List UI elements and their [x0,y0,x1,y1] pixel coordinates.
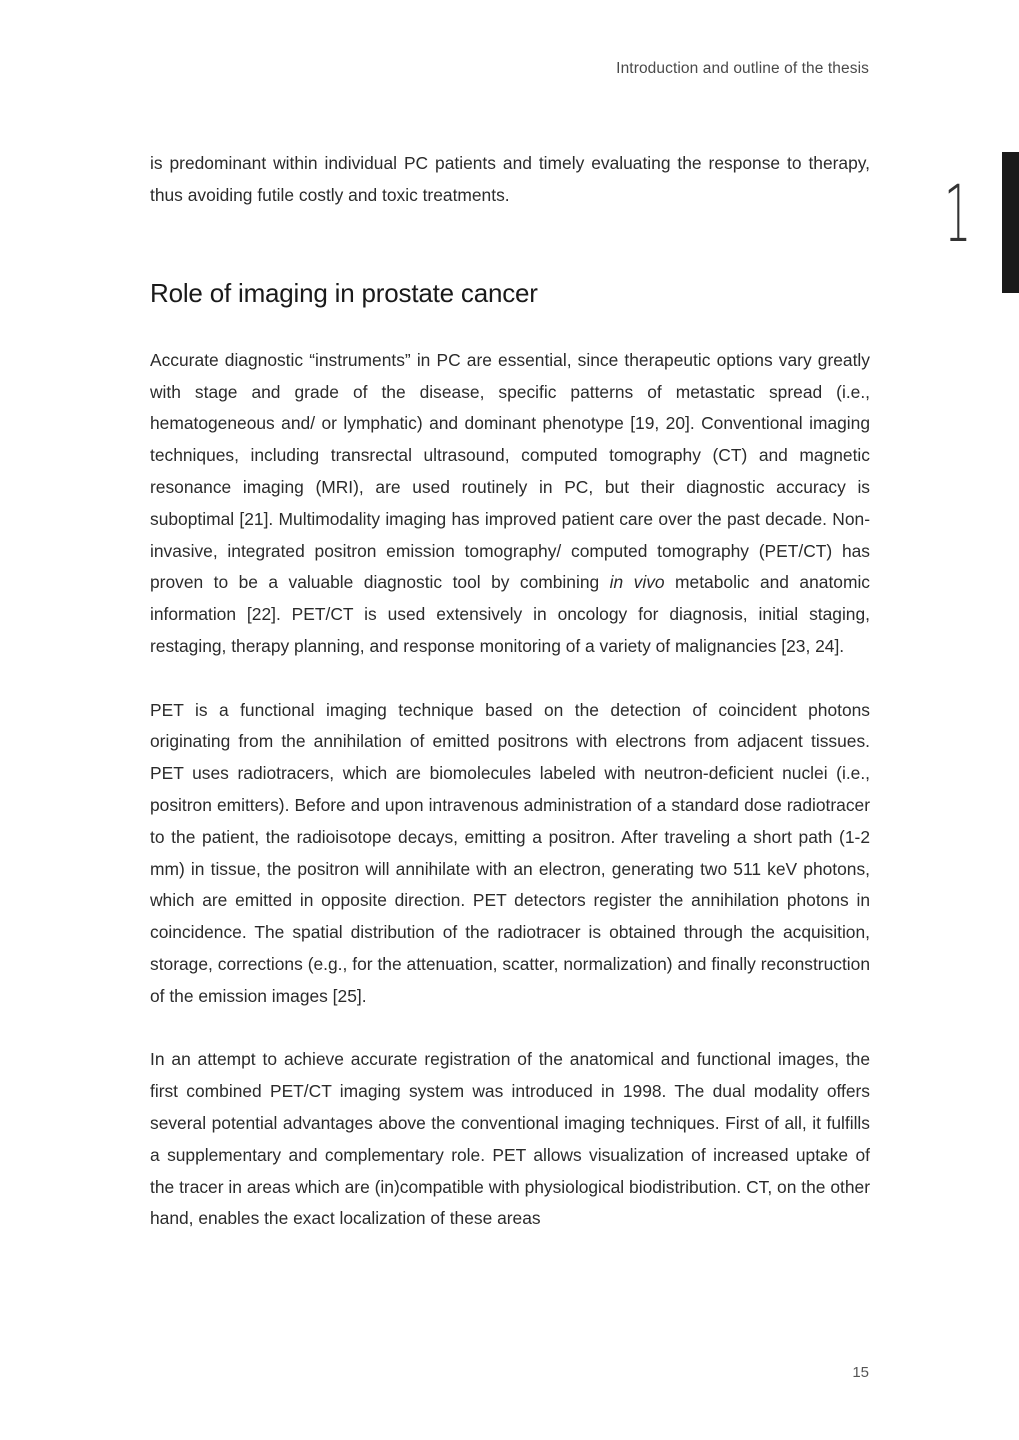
paragraph-text: metabolic and anatomic information [22]. PET/CT is used extensively in oncology for diagnosis, initial staging, restaging, therapy planning, and response monitoring of a variety of malignancies [23, 24]. [150,572,870,656]
section-heading: Role of imaging in prostate cancer [150,277,538,308]
paragraph-text: Accurate diagnostic “instruments” in PC are essential, since therapeutic options vary greatly with stage and grade of the disease, specific patterns of metastatic spread (i.e., hematogeneous and/ or lymphatic) and dominant phenotype [19, 20]. Conventional imaging techniques, including transrectal ultrasound, computed tomography (CT) and magnetic resonance imaging (MRI), are used routinely in PC, but their diagnostic accuracy is suboptimal [21]. Multimodality imaging has improved patient care over the past decade. Non-invasive, integrated positron emission tomography/ computed tomography (PET/CT) has proven to be a valuable diagnostic tool by combining [150,349,870,593]
paragraph-imaging-instruments [150,345,870,663]
chapter-number: 1 [944,170,972,260]
page-body [150,148,870,1267]
intro-paragraph: is predominant within individual PC patients and timely evaluating the response to therapy, thus avoiding futile costly and toxic treatments. [150,153,870,205]
italic-term: in vivo [609,572,665,593]
paragraph-pet-technique: PET is a functional imaging technique based on the detection of coincident photons originating from the annihilation of emitted positrons with electrons from adjacent tissues. PET uses radiotracers, which are biomolecules labeled with neutron-deficient nuclei (i.e., positron emitters). Before and upon intravenous administration of a standard dose radiotracer to the patient, the radioisotope decays, emitting a positron. After traveling a short path (1-2 mm) in tissue, the positron will annihilate with an electron, generating two 511 keV photons, which are emitted in opposite direction. PET detectors register the annihilation photons in coincidence. The spatial distribution of the radiotracer is obtained through the acquisition, storage, corrections (e.g., for the attenuation, scatter, normalization) and finally reconstruction of the emission images [25]. [150,699,870,1006]
running-header: Introduction and outline of the thesis [616,60,869,77]
page-number: 15 [852,1364,869,1381]
paragraph-pet-ct-system: In an attempt to achieve accurate registration of the anatomical and functional images, the first combined PET/CT imaging system was introduced in 1998. The dual modality offers several potential advantages above the conventional imaging techniques. First of all, it fulfills a supplementary and complementary role. PET allows visualization of increased uptake of the tracer in areas which are (in)compatible with physiological biodistribution. CT, on the other hand, enables the exact localization of these areas [150,1049,870,1229]
chapter-tab-marker [1002,152,1019,293]
